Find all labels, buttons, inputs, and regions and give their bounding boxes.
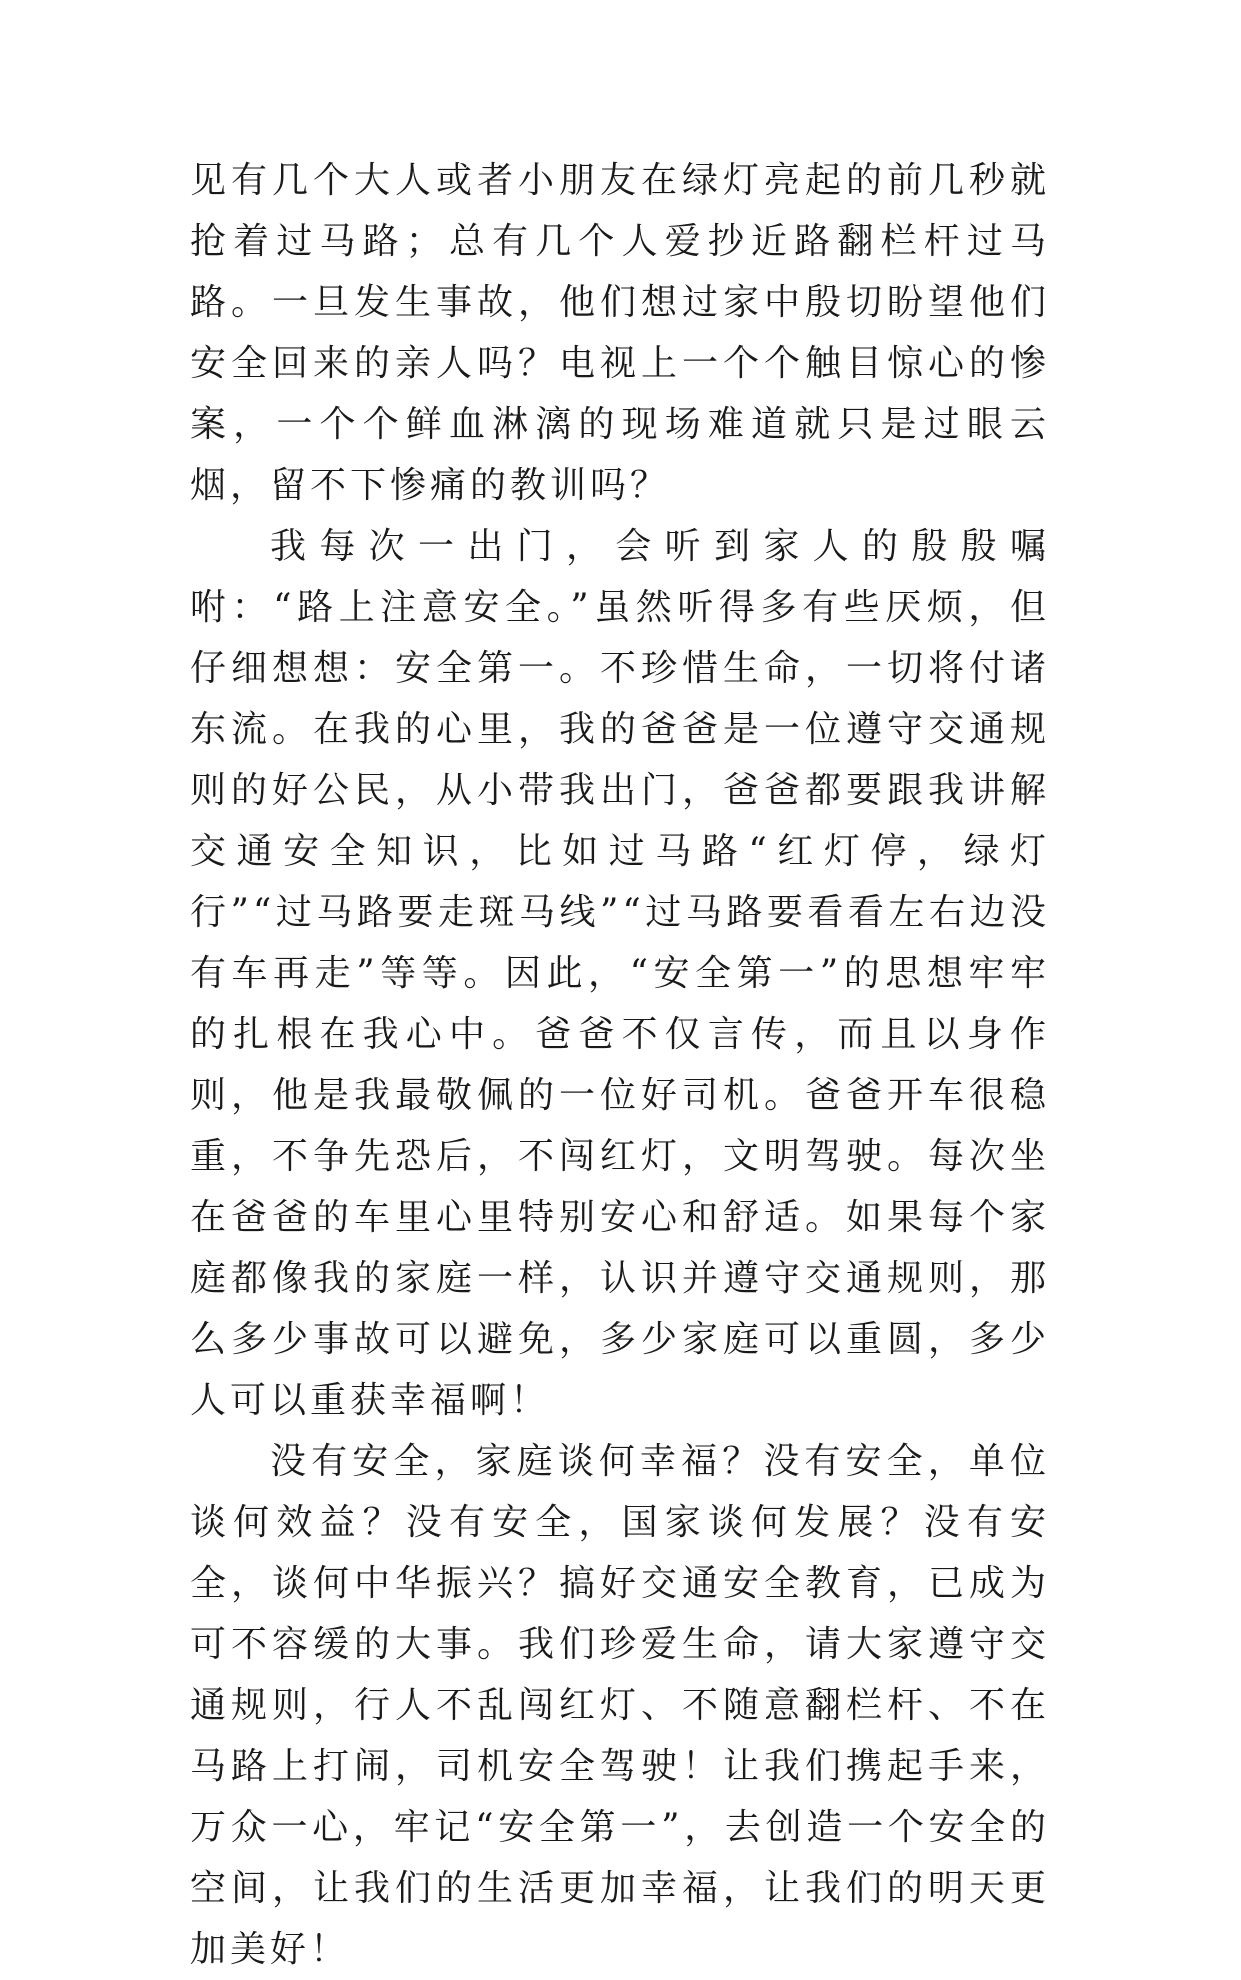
document-body: [190, 150, 1050, 1980]
paragraph-conclusion: 没有安全，家庭谈何幸福？没有安全，单位谈何效益？没有安全，国家谈何发展？没有安全，谈何中华振兴？搞好交通安全教育，已成为可不容缓的大事。我们珍爱生命，请大家遵守交通规则，行人不乱闯红灯、不随意翻栏杆、不在马路上打闹，司机安全驾驶！让我们携起手来，万众一心，牢记“安全第一”，去创造一个安全的空间，让我们的生活更加幸福，让我们的明天更加美好！: [190, 1441, 1050, 1970]
paragraph-continuation: 见有几个大人或者小朋友在绿灯亮起的前几秒就抢着过马路；总有几个人爱抄近路翻栏杆过马路。一旦发生事故，他们想过家中殷切盼望他们安全回来的亲人吗？电视上一个个触目惊心的惨案，一个个鲜血淋漓的现场难道就只是过眼云烟，留不下惨痛的教训吗？: [190, 160, 1050, 506]
paragraph-family-advice: 我每次一出门，会听到家人的殷殷嘱咐：“路上注意安全。”虽然听得多有些厌烦，但仔细想想：安全第一。不珍惜生命，一切将付诸东流。在我的心里，我的爸爸是一位遵守交通规则的好公民，从小带我出门，爸爸都要跟我讲解交通安全知识，比如过马路“红灯停，绿灯行”“过马路要走斑马线”“过马路要看看左右边没有车再走”等等。因此，“安全第一”的思想牢牢的扎根在我心中。爸爸不仅言传，而且以身作则，他是我最敬佩的一位好司机。爸爸开车很稳重，不争先恐后，不闯红灯，文明驾驶。每次坐在爸爸的车里心里特别安心和舒适。如果每个家庭都像我的家庭一样，认识并遵守交通规则，那么多少事故可以避免，多少家庭可以重圆，多少人可以重获幸福啊！: [190, 526, 1050, 1421]
